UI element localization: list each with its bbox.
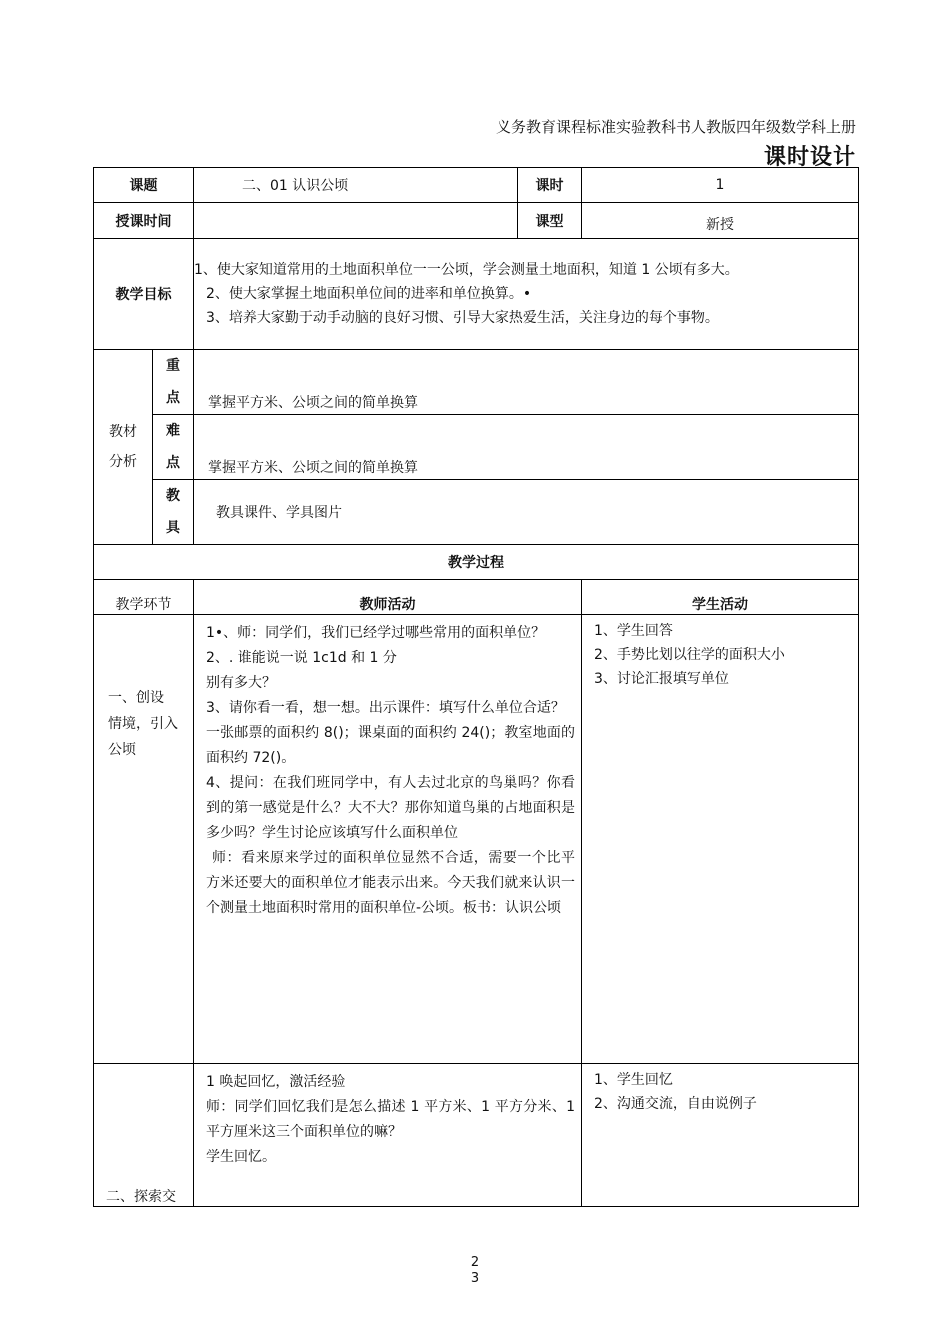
stage-cell [94,615,194,1064]
topic-value: 二、01 认识公顷 [194,168,518,203]
student-activity-cell [582,615,859,1064]
document-subtitle: 义务教育课程标准实验教科书人教版四年级数学科上册 [495,118,856,136]
key-point-label [153,350,194,415]
goal-item: 2、使大家掌握土地面积单位间的进率和单位换算。• [206,286,532,302]
page-number-line: 3 [470,1271,480,1286]
tools-label-char: 具 [166,520,180,536]
difficult-point-label-char: 点 [166,455,180,471]
key-point-row [94,350,859,415]
stage-line: 一、创设 [108,690,164,706]
page-number-line: 2 [470,1255,480,1270]
goals-row [94,239,859,350]
student-item: 1、学生回忆 [594,1072,673,1088]
key-point-label-char: 点 [166,390,180,406]
teacher-activity-cell [194,1064,582,1207]
process-title: 教学过程 [94,545,859,580]
goals-label: 教学目标 [94,239,194,350]
teacher-paragraph: 1•、师：同学们，我们已经学过哪些常用的面积单位？ [206,625,546,641]
student-activity-cell [582,1064,859,1207]
teacher-activity-cell [194,615,582,1064]
tools-row [94,480,859,545]
difficult-point-label-char: 难 [166,423,180,439]
teacher-paragraph: 师：同学们回忆我们是怎么描述 1 平方米、1 平方分米、1 平方厘米这三个面积单位的嘛？ [206,1099,575,1140]
difficult-point-value: 掌握平方米、公顷之间的简单换算 [194,415,859,480]
student-item: 3、讨论汇报填写单位 [594,671,729,687]
difficult-point-label [153,415,194,480]
key-point-label-char: 重 [166,358,180,374]
col-teacher-header: 教师活动 [194,580,582,615]
col-student-header: 学生活动 [582,580,859,615]
col-stage-header: 教学环节 [94,580,194,615]
stage-line: 情境，引入 [108,716,178,732]
goal-item: 1、使大家知道常用的土地面积单位一一公顷，学会测量土地面积，知道 1 公顷有多大。 [194,262,739,278]
analysis-label-line: 教材 [109,424,137,440]
student-item: 1、学生回答 [594,623,673,639]
teacher-paragraph: 4、提问：在我们班同学中，有人去过北京的鸟巢吗？你看到的第一感觉是什么？大不大？那你知道鸟巢的占地面积是多少吗？学生讨论应该填写什么面积单位 [206,775,575,841]
teacher-paragraph: 一张邮票的面积约 8()；课桌面的面积约 24()；教室地面的面积约 72()。 [206,725,575,766]
goal-item: 3、培养大家勤于动手动脑的良好习惯、引导大家热爱生活，关注身边的每个事物。 [206,310,719,326]
teacher-paragraph: 师：看来原来学过的面积单位显然不合适，需要一个比平方米还要大的面积单位才能表示出来。今天我们就来认识一个测量土地面积时常用的面积单位-公顷。板书：认识公顷 [206,850,575,916]
process-title-row [94,545,859,580]
analysis-label-line: 分析 [109,454,137,470]
date-value [194,203,518,239]
teacher-paragraph: 1 唤起回忆，激活经验 [206,1074,346,1090]
process-header-row [94,580,859,615]
stage-line: 二、探索交 [106,1189,176,1205]
lesson-plan-table [93,167,859,1207]
teacher-paragraph: 3、请你看一看，想一想。出示课件：填写什么单位合适？ [206,700,565,716]
goals-content [194,239,859,350]
teacher-paragraph: 学生回忆。 [206,1149,276,1165]
topic-row [94,168,859,203]
tools-value: 教具课件、学具图片 [194,480,859,545]
tools-label-char: 教 [166,488,180,504]
student-item: 2、手势比划以往学的面积大小 [594,647,785,663]
date-row [94,203,859,239]
page-number [0,1255,950,1287]
stage-line: 公顷 [108,742,136,758]
analysis-label [94,350,153,545]
tools-label [153,480,194,545]
process-row [94,615,859,1064]
key-point-value: 掌握平方米、公顷之间的简单换算 [194,350,859,415]
teacher-paragraph: 别有多大？ [206,675,276,691]
document-title: 课时设计 [763,145,856,170]
student-item: 2、沟通交流，自由说例子 [594,1096,757,1112]
periods-label: 课时 [518,168,582,203]
topic-label: 课题 [94,168,194,203]
type-value: 新授 [582,203,859,239]
stage-cell [94,1064,194,1207]
teacher-paragraph: 2、. 谁能说一说 1c1d 和 1 分 [206,650,397,666]
process-row [94,1064,859,1207]
periods-value: 1 [582,168,859,203]
date-label: 授课时间 [94,203,194,239]
type-label: 课型 [518,203,582,239]
difficult-point-row [94,415,859,480]
